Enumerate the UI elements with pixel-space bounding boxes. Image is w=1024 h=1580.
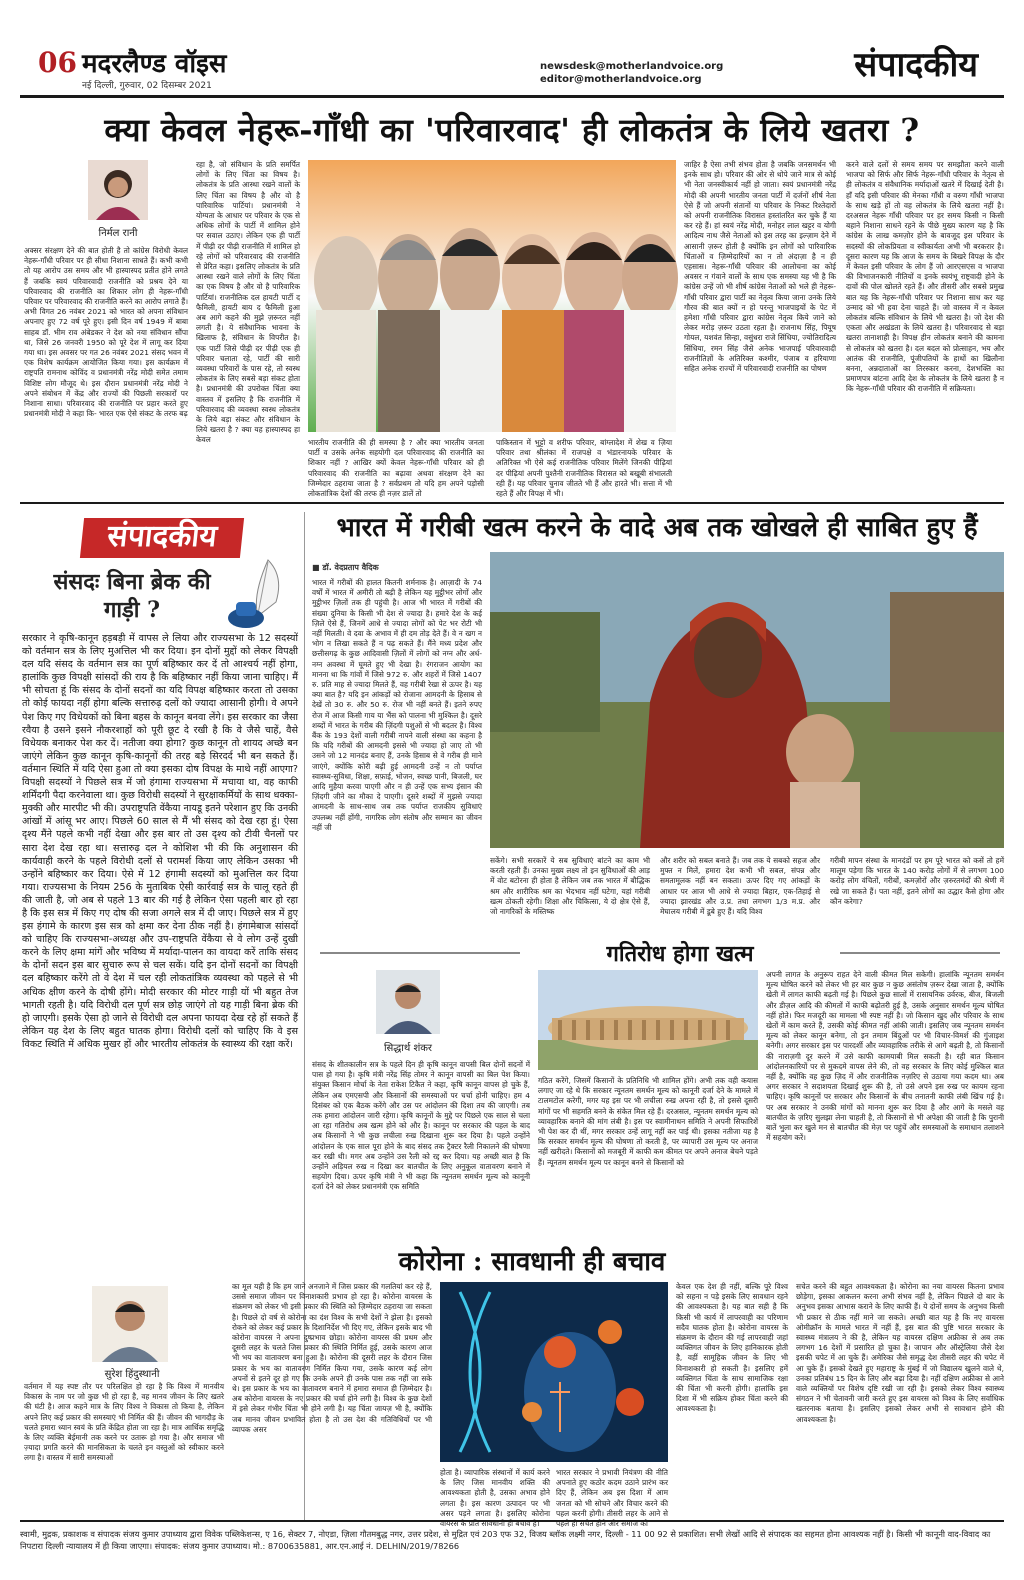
article3-author: सिद्धार्थ शंकर (383, 1043, 433, 1054)
ink-pot-quill-icon (218, 556, 294, 632)
editorial-subhead: संसदः बिना ब्रेक की गाड़ी ? (53, 569, 211, 623)
email-newsdesk[interactable]: newsdesk@motherlandvoice.org (540, 61, 724, 72)
article4-column-5: केवल एक देश ही नहीं, बल्कि पूरे विश्व को सहना न पड़े इसके लिए सावधान रहने की आवश्यकता है। यह बात सही है कि किसी भी कार्य में लापरवाही का परिणाम सदैव घातक होता है। कोरोना वायरस के संक्रमण के दौरान की गई लापरवाही जहां व्यक्तिगत जीवन के लिए हानिकारक होती है, वहीं सामूहिक जीवन के लिए भी विनाशकारी हो सकती है। इसलिए हमें व्यक्तिगत चिंता के साथ सामाजिक रक्षा की चिंता भी करनी होगी। हालांकि इस दिशा में भी सक्रिय होकर चिंता करने की आवश्यकता है। (676, 1282, 788, 1414)
woman-with-child-image-icon (490, 552, 1004, 848)
virus-dna-image-icon (440, 1282, 668, 1462)
author-portrait-icon (92, 1286, 168, 1362)
author-photo-nirmal (88, 160, 148, 220)
article4-column-1: वर्तमान में यह स्पष्ट तौर पर परिलक्षित हो रहा है कि विश्व में मानवीय विकास के नाम पर जो कुछ भी हो रहा है, वह मानव जीवन के लिए खतरे की घंटी है। आज कहने मात्र के लिए विश्व ने विकास तो किया है, लेकिन अपने लिए कई प्रकार की समस्याएं भी निर्मित की हैं। जीवन की भागदौड़ के चलते हमारा ध्यान स्वयं के प्रति केंद्रित होता जा रहा है। मात्र आर्थिक समृद्धि के लिए व्यक्ति बेईमानी तक करने पर उतारू हो गया है। और समाज भी ज़्यादा प्रगति करने की मानसिकता के चलते इन वस्तुओं को स्वीकार करने लगा है। वास्तव में सारी समस्याओं (24, 1382, 224, 1463)
article2-byline: ■ डॉ. वेदप्रताप वैदिक (312, 563, 379, 572)
author-portrait-icon (88, 160, 148, 220)
page-number: 06 (38, 46, 77, 79)
nehru-gandhi-family-photo (308, 160, 676, 432)
article1-column-4: पाकिस्तान में भुट्टो व शरीफ परिवार, बांग्लादेश में शेख व ज़िया परिवार तथा श्रीलंका में राजपक्षे व भंडारनायके परिवार के अतिरिक्त भी ऐसे कई राजनीतिक परिवार मिलेंगे जिनकी पीढ़ियां दर पीढ़ियां अपनी पुश्तैनी राजनीतिक विरासत को बखूबी संभालती रही हैं। यह परिवार चुनाव जीतते भी हैं और हारते भी। सत्ता में भी रहते हैं और विपक्ष में भी। (496, 438, 672, 499)
article2-column-3: और शरीर को सबल बनाते हैं। जब तक ये सबको सहज और मुफ्त न मिलें, हमारा देश कभी भी सबल, संपन्न और समतामूलक नहीं बन सकता। ऊपर दिए गए आंकड़ों के आधार पर आज भी आधे से ज्यादा बिहार, एक-तिहाई से ज्यादा झारखंड और उ.प्र. तथा लगभग 1/3 म.प्र. और मेघालय गरीबी में डूबे हुए हैं। यदि विश्व (660, 856, 820, 917)
article1-author: निर्मल रानी (98, 228, 138, 239)
article1-column-6: करने वाले दलों से समय समय पर समझौता करने वाली भाजपा को सिर्फ और सिर्फ नेहरू-गाँधी परिवार के नेतृत्व से ही लोकतंत्र व संवैधानिक मर्यादाओं खतरे में दिखाई देती है। हाँ यदि इसी परिवार की मेनका गाँधी व वरुण गाँधी भाजपा के साथ खड़े हों तो वह लोकतंत्र के लिये खतरा नहीं है। दरअसल नेहरू गाँधी परिवार पर हर समय किसी न किसी बहाने निशाना साधने रहने के पीछे मुख्य कारण यह है कि कांग्रेस के लाख कमज़ोर होने के बावजूद इस परिवार के सदस्यों की लोकप्रियता व स्वीकार्यता अभी भी बरकरार है। दूसरा कारण यह कि आज के समय के बिखरे विपक्ष के दौर में केवल इसी परिवार के लोग हैं जो आरएसएस व भाजपा की विभाजनकारी नीतियों व इनके स्वयंभू राष्ट्रवादी होने के दावों की पोल खोलते रहते हैं। और तीसरी और सबसे प्रमुख बात यह कि नेहरू-गाँधी परिवार पर निशाना साध कर यह उन्माद को भी हवा देना चाहते हैं। जो वास्तव में न केवल लोकतंत्र बल्कि संविधान के लिये भी खतरा है। जो देश की एकता और अखंडता के लिये खतरा है। परिवारवाद से बड़ा खतरा तानाशाही है। विपक्ष हीन लोकतंत्र बनाने की कामना से लोकतंत्र को खतरा है। दल बदल को प्रोत्साहन, भय और आतंक की राजनीति, पूंजीपतियों के हाथों का खिलौना बनना, अन्नदाताओं का तिरस्कार करना, देशभक्ति का प्रमाणपत्र बांटना आदि देश के लोकतंत्र के लिये खतरा है न कि नेहरू-गाँधी परिवार की राजनीति में सक्रियता। (846, 160, 1004, 394)
editorial-header (22, 512, 294, 623)
section-title: संपादकीय (854, 45, 978, 85)
article1-column-3: भारतीय राजनीति की ही समस्या है ? और क्या भारतीय जनता पार्टी व उसके अनेक सहयोगी दल परिवारवाद की राजनीति का शिकार नहीं ? आखिर क्यों केवल नेहरू-गाँधी परिवार को ही परिवारवाद की राजनीति का बढ़ावा अथवा संरक्षण देने का जिम्मेदार ठहराया जाता है ? सर्वप्रथम तो यदि हम अपने पड़ोसी लोकतांत्रिक देशों की तरफ ही नज़र डालें तो (308, 438, 484, 499)
publication-name: मदरलैण्ड वॉइस (82, 49, 227, 79)
divider-line (20, 502, 1004, 504)
imprint-footer: स्वामी, मुद्रक, प्रकाशक व संपादक संजय कुमार उपाध्याय द्वारा विवेक पब्लिकेशन्स, ए 16, सेक्टर 7, नोएडा, ज़िला गौतमबुद्ध नगर, उत्तर प्रदेश, से मुद्रित एवं 203 एफ 32, विजय ब्लॉक लक्ष्मी नगर, दिल्ली - 11 00 92 से प्रकाशित। सभी लेखों आदि से संपादक का सहमत होना आवश्यक नहीं है। किसी भी कानूनी वाद-विवाद का निपटारा दिल्ली न्यायालय में ही किया जाएगा। संपादक: संजय कुमार उपाध्याय। मो.: 8700635881, आर.एन.आई नं. DELHIN/2019/78266 (20, 1520, 1004, 1562)
parliament-image-icon (538, 970, 758, 1070)
article4-column-4: भारत सरकार ने प्रभावी नियंत्रण की नीति अपनाते हुए कठोर कदम उठाने प्रारंभ कर दिए हैं, लेकिन अब इस दिशा में आम जनता को भी सोचने और विचार करने की पहल करनी होगी। तीसरी लहर के आने से पहले ही सचेत होने और समाज को (556, 1468, 668, 1529)
article3-headline: गतिरोध होगा खत्म (606, 941, 754, 967)
article1-column-5: जाहिर है ऐसा तभी संभव होता है जबकि जनसमर्थन भी इनके साथ हो। परिवार की ओर से थोपे जाने मात्र से कोई भी नेता जनस्वीकार्य नहीं हो जाता। स्वयं प्रधानमंत्री नरेंद्र मोदी की अपनी भारतीय जनता पार्टी में दर्जनों शीर्ष नेता ऐसे हैं जो अपनी संतानों या परिवार के निकट रिश्तेदारों को अपनी राजनीतिक विरासत हस्तांतरित कर चुके हैं या कर रहे हैं। हां स्वयं नरेंद्र मोदी, मनोहर लाल खट्टर व योगी आदित्य नाथ जैसे नेताओं को इस तरह का इल्ज़ाम देने में आसानी ज़रूर होती है क्योंकि इन लोगों को पारिवारिक चिंताओं व ज़िम्मेदारियों का न तो अंदाज़ा है न ही एहसास। नेहरू-गाँधी परिवार की आलोचना का कोई अवसर न गंवाने वालों के साथ एक समस्या यह भी है कि कांग्रेस उन्हें जो भी शीर्ष कांग्रेस नेताओं को भले ही नेहरू-गाँधी परिवार द्वारा पार्टी का नेतृत्व किया जाना उनके लिये गौरव की बात क्यों न हो परन्तु भाजपाइयों के पेट में हमेशा गाँधी परिवार द्वारा कांग्रेस नेतृत्व किये जाने को लेकर मरोड़ ज़रूर उठता रहता है। राजनाथ सिंह, पियूष गोयल, यशवंत सिन्हा, वसुंधरा राजे सिंधिया, ज्योतिरादित्य सिंधिया, रमन सिंह जैसे अनेक भाजपाई परिवारवादी राजनीतिज्ञों के अतिरिक्त कश्मीर, पंजाब व हरियाणा सहित अनेक राज्यों में परिवारवादी राजनीति का पोषण (684, 160, 836, 374)
article4-column-6: सचेत करने की बहुत आवश्यकता है। कोरोना का नया वायरस कितना प्रभाव छोड़ेगा, इसका आकलन करना अभी संभव नहीं है, लेकिन पिछले दो बार के अनुभव इसका आभास कराने के लिए काफी हैं। ये दोनों समय के अनुभव किसी भी प्रकार से ठीक नहीं माने जा सकते। अच्छी बात यह है कि नए वायरस ओमीक्रॉन के मामले भारत में नहीं हैं, इस बात की पुष्टि भारत सरकार के स्वास्थ्य मंत्रालय ने की है, लेकिन यह वायरस दक्षिण अफ्रीका से अब तक लगभग 16 देशों में प्रसारित हो चुका है। जापान और ऑस्ट्रेलिया जैसे देश इसकी चपेट में आ चुके हैं। अमेरिका जैसे समृद्ध देश तीसरी लहर की चपेट में आ चुके हैं। इसको देखते हुए महाराष्ट्र के मुंबई में जो विद्यालय खुलने वाले थे, उनका प्रतिबंध 15 दिन के लिए और बढ़ा दिया है। नहीं दक्षिण अफ्रीका से आने वाले व्यक्तियों पर विशेष दृष्टि रखी जा रही है। इसको लेकर विश्व स्वास्थ्य संगठन ने भी चेतावनी जारी करते हुए इस वायरस को विश्व के लिए सर्वाधिक खतरनाक बताया है। इसलिए इसको लेकर अभी से सावधान होने की आवश्यकता है। (796, 1282, 1004, 1424)
article1-column-2: रहा है, जो संविधान के प्रति समर्पित लोगों के लिए चिंता का विषय है। लोकतंत्र के प्रति आस्था रखने वालों के लिए चिंता का विषय है और वो है पारिवारिक पार्टियां। प्रधानमंत्री ने योग्यता के आधार पर परिवार के एक से अधिक लोगों के पार्टी में शामिल होने पर सवाल उठाए। लेकिन एक ही पार्टी में पीढ़ी दर पीढ़ी राजनीति में शामिल हो रहे लोगों को परिवारवाद की राजनीति से प्रेरित कहा। इसलिए लोकतंत्र के प्रति आस्था रखने वाले लोगों के लिए चिंता का एक विषय है और वो है पारिवारिक पार्टियां। राजनीतिक दल हायटी पार्टी द फैमिली, हायटी बाय द फैमिली हुआ अब आगे कहने की मुझे ज़रूरत नहीं लगती है। ये संवैधानिक भावना के खिलाफ है, संविधान के विपरीत है। एक पार्टी जिसे पीढ़ी दर पीढ़ी एक ही परिवार चलाता रहे, पार्टी की सारी व्यवस्था परिवारों के पास रहे, तो स्वस्थ लोकतंत्र के लिए सबसे बड़ा संकट होता है। प्रधानमंत्री की उपरोक्त चिंता क्या वास्तव में इसलिए है कि राजनीति में परिवारवाद की व्यवस्था स्वस्थ लोकतंत्र के लिये बड़ा संकट और संविधान के लिये खतरा है ? क्या यह हास्यास्पद हा केवल (196, 160, 300, 445)
parliament-building-photo (538, 970, 758, 1070)
editorial-body: सरकार ने कृषि-कानून हड़बड़ी में वापस ले लिया और राज्यसभा के 12 सदस्यों को वर्तमान सत्र के लिए मुअत्तिल भी कर दिया। इन दोनों मुद्दों को लेकर विपक्षी दल यदि संसद के वर्तमान सत्र का पूर्ण बहिष्कार कर दें तो आश्चर्य नहीं होगा, हालांकि कुछ विपक्षी सांसदों की राय है कि बहिष्कार नहीं किया जाना चाहिए। मैं भी सोचता हूं कि संसद के दोनों सदनों का यदि विपक्ष बहिष्कार करता तो उसका तो कोई फायदा नहीं होगा बल्कि सत्तारुढ़ दलों को ज्यादा आसानी होगी। वे अपने पेश किए गए विधेयकों को बिना बहस के कानून बनवा लेंगे। इस सरकार का जैसा रवैया है उसने इसने नौकरशाहों को पूरी छूट दे रखी है कि वे जैसे चाहें, वैसे विधेयक बनाकर पेश कर दें। नतीजा क्या होगा? कुछ कानून तो शायद अच्छे बन जाएंगे लेकिन कुछ कानून कृषि-कानूनों की तरह बड़े सिरदर्द भी बन सकते हैं। वर्तमान स्थिति में यदि ऐसा हुआ तो क्या इसका दोष विपक्ष के माथे नहीं आएगा? विपक्षी सदस्यों ने पिछले सत्र में जो हंगामा राज्यसभा में मचाया था, वह काफी शर्मिंदगी पैदा करनेवाला था। कुछ विरोधी सदस्यों ने सुरक्षाकर्मियों के साथ धक्का-मुक्की और मारपीट भी की। उपराष्ट्रपति वेंकैया नायडू इतने परेशान हुए कि उनकी आंखों में आंसू भर आए। पिछले 60 साल से मैं भी संसद को देख रहा हूं। ऐसा दृश्य मैंने पहले कभी नहीं देखा और इस बार तो उस दृश्य को टीवी चैनलों पर सारा देश देख रहा था। सत्तारुढ़ दल ने कोशिश भी की कि अनुशासन की कार्यवाही करने के पहले विरोधी दलों से परामर्श किया जाए लेकिन उसका भी उन्होंने बहिष्कार कर दिया। ऐसे में 12 हंगामी सदस्यों को मुअत्तिल कर दिया गया। राज्यसभा के नियम 256 के मुताबिक ऐसी कार्रवाई सत्र के चालू रहते ही की जाती है, जो अब से पहले 13 बार की गई है लेकिन ऐसा पहली बार हो रहा है कि इस सत्र में किए गए दोष की सजा अगले सत्र में दी जाए। पिछले सत्र में हुए इस हंगामे के कारण इस सत्र को क्षमा कर देना ठीक नहीं है। हंगामेबाज सांसदों को चाहिए कि राज्यसभा-अध्यक्ष और उप-राष्ट्रपति वेंकैया से वे लोग उन्हें दुखी करने के लिए क्षमा मांगें और भविष्य में मर्यादा-पालन का वायदा करें ताकि संसद के दोनों सदन इस बार सुचारु रूप से चल सकें। यदि इन दोनों सदनों का विपक्षी दल बहिष्कार करेंगे तो वे देश में चल रही लोकतांत्रिक व्यवस्था को पहले से भी अधिक क्षीण करने के दोषी होंगे। मोदी सरकार की मोटर गाड़ी यों भी बहुत तेज भागती रहती है। यदि विरोधी दल पूर्ण सत्र छोड़ जाएंगे तो यह गाड़ी बिना ब्रेक की हो जाएगी। इसके ऐसा हो जाने से विरोधी दल अपना फायदा देख रहे हों सकते हैं लेकिन यह देश के लिए बहुत घातक होगा। विरोधी दलों को चाहिए कि वे इस विकट स्थिति में अधिक मुखर हों और भारतीय लोकतंत्र के स्वास्थ्य की रक्षा करें। (22, 633, 298, 1050)
author-photo-suresh (92, 1286, 168, 1362)
article3-column-1: संसद के शीतकालीन सत्र के पहले दिन ही कृषि कानून वापसी बिल दोनों सदनों में पास हो गया है। कृषि मंत्री नरेंद्र सिंह तोमर ने कानून वापसी का बिल पेश किया। संयुक्त किसान मोर्चा के नेता राकेश टिकैत ने कहा, कृषि कानून वापस हो चुके हैं, लेकिन अब एमएसपी और किसानों की समस्याओं पर चर्चा होनी चाहिए। हम 4 दिसंबर को एक बैठक करेंगे और उस पर आंदोलन की दिशा तय की जाएगी। तब तक हमारा आंदोलन जारी रहेगा। कृषि कानूनों के मुद्दे पर पिछले एक साल से चला आ रहा गतिरोध अब खत्म होने को और है। कानून पर सरकार की पहल के बाद अब किसानों ने भी कुछ लचीला रुख दिखाना शुरू कर दिया है। पहले उन्होंने आंदोलन के एक साल पूरा होने के बाद संसद तक ट्रैक्टर रैली निकालने की घोषणा कर रखी थी। मगर अब उन्होंने उस रैली को रद्द कर दिया। यह अच्छी बात है कि उन्होंने अड़ियल रुख न दिखा कर बातचीत के लिए अनुकूल वातावरण बनाने में सहयोग दिया। ऊपर कृषि मंत्री ने भी कहा कि न्यूनतम समर्थन मूल्य को कानूनी दर्जा देने को लेकर प्रधानमंत्री एक समिति (312, 1060, 530, 1192)
coronavirus-illustration (440, 1282, 668, 1462)
date-line: नई दिल्ली, गुरुवार, 02 दिसम्बर 2021 (82, 81, 212, 91)
article1-column-1: अक्सर संरक्षण देने की बात होती है तो कांग्रेस विरोधी केवल नेहरू-गाँधी परिवार पर ही सीधा निशाना साधते हैं। कभी कभी तो यह आरोप उस समय और भी हास्यास्पद प्रतीत होने लगते हैं जबकि स्वयं परिवारवादी राजनीति को प्रश्रय देने या परिवारवाद की राजनीति का शिकार लोग ही नेहरू-गाँधी परिवार पर परिवारवाद की राजनीति करने का आरोप लगाते हैं। अभी विगत 26 नवंबर 2021 को भारत को अपना संविधान अपनाए हुए 72 वर्ष पूरे हुए। इसी दिन वर्ष 1949 में बाबा साहब डॉ. भीम राव अंबेडकर ने देश को नया संविधान सौंपा था, जिसे 26 जनवरी 1950 को पूरे देश में लागू कर दिया गया था। इस अवसर पर गत 26 नवंबर 2021 संसद भवन में एक विशेष कार्यक्रम आयोजित किया गया। इस कार्यक्रम में राष्ट्रपति रामनाथ कोविंद व प्रधानमंत्री नरेंद्र मोदी समेत तमाम विशिष्ट लोग मौजूद थे। इस दौरान प्रधानमंत्री नरेंद्र मोदी ने अपने संबोधन में केंद्र और राज्यों की पिछली सरकारों पर निशाना साधा। परिवारवाद की राजनीति पर प्रहार करते हुए प्रधानमंत्री मोदी ने कहा कि- भारत एक ऐसे संकट के तरफ बढ़ (24, 246, 188, 419)
article2-headline: भारत में गरीबी खत्म करने के वादे अब तक खोखले ही साबित हुए हैं (336, 513, 978, 543)
article3-column-2: गठित करेंगे, जिसमें किसानों के प्रतिनिधि भी शामिल होंगे। अभी तक वही कयास लगाए जा रहे थे कि सरकार न्यूनतम समर्थन मूल्य को कानूनी दर्जा देने के मामले में टालमटोल करेगी, मगर यह इस पर भी लचीला रुख अपना रही है, तो इससे दूसरी मांगों पर भी सहमति बनने के संकेत मिल रहे हैं। दरअसल, न्यूनतम समर्थन मूल्य को व्यावहारिक बनाने की मांग लंबी है। इस पर स्वामीनाथन समिति ने अपनी सिफारिशें भी पेश कर दी थीं, मगर सरकार उन्हें लागू नहीं कर पाई थी। इसका नतीजा यह है कि सरकार समर्थन मूल्य की घोषणा तो करती है, पर व्यापारी उस मूल्य पर अनाज नहीं खरीदते। किसानों को मजबूरी में काफी कम कीमत पर अपने अनाज बेचने पड़ते हैं। न्यूनतम समर्थन मूल्य पर कानून बनने से किसानों को (538, 1076, 758, 1167)
headline-rule-right (840, 952, 1000, 954)
masthead (20, 38, 1004, 98)
article2-column-2: सकेंगे। सभी सरकारें ये सब सुविधाएं बांटने का काम भी करती रहती हैं। उनका मुख्य लक्ष्य तो इन सुविधाओं की आड़ में वोट बटोरना ही होता है लेकिन जब तक भारत में बौद्धिक श्रम और शारीरिक श्रम का भेदभाव नहीं घटेगा, यहां गरीबी खत्म ठोकती रहेगी। शिक्षा और चिकित्सा, ये दो क्षेत्र ऐसे हैं, जो नागरिकों के मस्तिष्क (490, 856, 650, 917)
article2-column-1: भारत में गरीबों की हालत कितनी शर्मनाक है। आज़ादी के 74 वर्षों में भारत में अमीरी तो बढ़ी है लेकिन यह मुट्ठीभर लोगों और मुट्ठीभर ज़िलों तक ही पहुंची है। आज भी भारत में गरीबों की संख्या दुनिया के किसी भी देश से ज्यादा है। हमारे देश के कई ज़िले ऐसे हैं, जिनमें आधे से ज्यादा लोगों को पेट भर रोटी भी नहीं मिलती। वे दवा के अभाव में ही दम तोड़ देते हैं। वे न खग न भोग न लिखा सकते हैं न पढ़ सकते हैं। मैंने मध्य प्रदेश और छत्तीसगढ़ के कुछ आदिवासी ज़िलों में लोगों को नग्न और अर्ध-नग्न अवस्था में घूमते हुए भी देखा है। रंगराजन आयोग का मानना था कि गांवों में जिसे 972 रु. और शहरों में जिसे 1407 रु. प्रति माह से ज्यादा मिलते हैं, वह गरीबी रेखा से ऊपर है। यह क्या बात है? यदि इन आंकड़ों को रोजाना आमदनी के हिसाब से देखें तो 30 रु. और 50 रु. रोज भी नहीं बनते हैं। इतने रुपए रोज में आज किसी गाय या भैंस को पालना भी मुश्किल है। दूसरे शब्दों में भारत के गरीब की ज़िंदगी पशुओं से भी बदतर है। विश्व बैंक के 193 देशों वाली गरीबी नापने वाली संस्था का कहना है कि यदि गरीबों की आमदनी इससे भी ज्यादा हो जाए तो भी उसने जो 12 मानदंड बनाए हैं, उनके हिसाब से वे गरीब ही माने जाएंगे, क्योंकि कोरी बढ़ी हुई आमदनी उन्हें न तो पर्याप्त स्वास्थ्य-सुविधा, शिक्षा, सफ़ाई, भोजन, स्वच्छ पानी, बिजली, घर आदि मुहैया करवा पाएगी और न ही उन्हें एक सभ्य इंसान की ज़िंदगी जीने का मौका दे पाएगी। दूसरे शब्दों में मुझसे ज्यादा आमदनी के साथ-साथ जब तक पर्याप्त राजकीय सुविधाएं उपलब्ध नहीं होंगी, नागरिक लोग संतोष और सम्मान का जीवन नहीं जी (312, 578, 482, 832)
article4-author: सुरेश हिंदुस्थानी (104, 1369, 160, 1380)
editorial-banner: संपादकीय (80, 518, 244, 558)
poverty-woman-child-photo (490, 552, 1004, 848)
article2-column-4: गरीबी मापन संस्था के मानदंडों पर हम पूरे भारत को कसें तो हमें मालूम पड़ेगा कि भारत के 140 करोड़ लोगों में से लगभग 100 करोड़ लोग वंचितों, गरीबों, कमज़ोरों और ज़रुरतमंदों की श्रेणी में रखे जा सकते हैं। पता नहीं, इतने लोगों का उद्धार कैसे होगा और कौन करेगा? (830, 856, 1004, 906)
article4-column-2: का मूल यही है कि हम जाने अनजाने में जिस प्रकार की गलतियां कर रहे हैं, उससे समाज जीवन पर विनाशकारी प्रभाव हो रहा है। कोरोना वायरस के संक्रमण को लेकर भी इसी प्रकार की स्थिति को ज़िम्मेदार ठहराया जा सकता है। पिछले दो वर्ष से कोरोना का दंश विश्व के सभी देशों ने झेला है। इसको रोकने को लेकर कई प्रकार के दिशानिर्देश भी दिए गए, लेकिन इसके बाद भी कोरोना वायरस ने अपना दुष्प्रभाव छोड़ा। कोरोना वायरस की प्रथम और दूसरी लहर के चलते जिस प्रकार की स्थिति निर्मित हुई, उसके कारण आज भी भय का वातावरण बना हुआ है। कोरोना की दूसरी लहर के दौरान जिस प्रकार के भय का वातावरण निर्मित किया गया, उसके कारण कई लोग अपनों से इतने दूर हो गए कि उनके अपने ही उनके पास तक नहीं जा सके थे। इस प्रकार के भय का वातावरण बनाने में हमारा समाज ही ज़िम्मेदार है। अब कोरोना वायरस के नए प्रकार की चर्चा होने लगी है। विश्व के कुछ देशों में इसे लेकर गंभीर चिंता भी होने लगी है। यह चिंता जायज़ भी है, क्योंकि जब मानव जीवन प्रभावित होता है तो उस देश की गतिविधियों पर भी व्यापक असर (232, 1282, 432, 1434)
author-portrait-icon (376, 970, 440, 1034)
family-portraits-image-icon (308, 160, 676, 432)
headline-rule-left (320, 952, 520, 954)
author-photo-siddharth (376, 970, 440, 1034)
article4-column-3: होता है। व्यापारिक संस्थानों में कार्य करने के लिए जिस मानवीय शक्ति की आवश्यकता होती है, उसका अभाव होने लगता है। इस कारण उत्पादन पर भी असर पड़ने लगता है। इसलिए कोरोना वायरस के प्रति सावधानी ही बचाव है। (440, 1468, 550, 1529)
article3-column-3: अपनी लागत के अनुरूप राहत देने वाली कीमत मिल सकेगी। हालांकि न्यूनतम समर्थन मूल्य घोषित करने को लेकर भी हर बार कुछ न कुछ असंतोष ज़रूर देखा जाता है, क्योंकि खेती में लागत काफी बढ़ती गई है। पिछले कुछ सालों में रासायनिक उर्वरक, बीज, बिजली और डीज़ल आदि की कीमतों में काफी बढ़ोतरी हुई है, उसके अनुसार समर्थन मूल्य घोषित नहीं होते। फिर मजदूरी का मामला भी स्पष्ट नहीं है। जो किसान खुद और परिवार के साथ खेतों में काम करते हैं, उसकी कोई कीमत नहीं आंकी जाती। इसलिए जब न्यूनतम समर्थन मूल्य को लेकर कानून बनेगा, तो इन तमाम बिंदुओं पर भी विचार-विमर्श की गुंजाइश बनेगी। अगर सरकार इस पर पारदर्शी और व्यावहारिक तरीके से आगे बढ़ती है, तो किसानों की नाराज़गी दूर करने में उसे काफी कामयाबी मिल सकती है। रही बात किसान आंदोलनकारियों पर से मुकदमे वापस लेने की, तो वह सरकार के लिए कोई मुश्किल बात नहीं है, क्योंकि वह कुछ ज़िद में और राजनीतिक नज़रिए से उठाया गया कदम था। अब अगर सरकार ने सदाशयता दिखाई शुरू की है, तो उसे अपने इस रुख पर कायम रहना चाहिए। कृषि कानूनों पर सरकार और किसानों के बीच तनातनी काफी लंबी खिंच गई है। पर अब सरकार ने उनकी मांगों को मानना शुरू कर दिया है और आगे के मसले वह बातचीत के ज़रिए सुलझा लेना चाहती है, तो किसानों से भी अपेक्षा की जाती है कि पुरानी बातें भुला कर खुले मन से बातचीत की मेज़ पर पहुंचें और समस्याओं के समाधान तलाशने में सहयोग करें। (766, 970, 1004, 1143)
email-editor[interactable]: editor@motherlandvoice.org (540, 74, 702, 85)
article4-headline: कोरोना : सावधानी ही बचाव (398, 1247, 666, 1277)
article1-headline: क्या केवल नेहरू-गाँधी का 'परिवारवाद' ही लोकतंत्र के लिये खतरा ? (104, 111, 920, 149)
contact-emails (540, 60, 723, 86)
